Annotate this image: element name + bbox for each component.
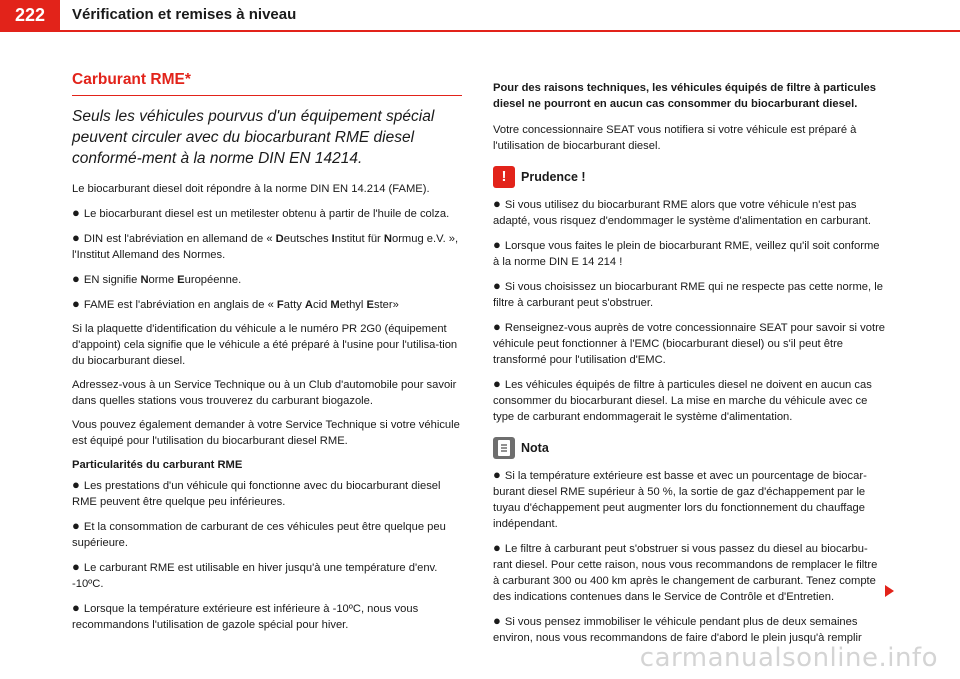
list-item-text: Renseignez-vous auprès de votre concessionnaire SEAT pour savoir si votre véhicule peut fonctionner à l'EMC (biocarburant diesel) ou s'il peut être transformé pour l'utilisation d'EMC.	[493, 322, 886, 366]
list-item-text: ormug e.V. », l'Institut Allemand des Normes.	[72, 233, 459, 261]
bullet-icon: ●	[493, 319, 501, 334]
acronym-letter: E	[366, 299, 374, 311]
list-item-text: Les véhicules équipés de filtre à particules diesel ne doivent en aucun cas consommer du biocarburant diesel. La mise en marche du véhicule avec ce type de carburant endommagerait le système d'alimentation.	[493, 379, 872, 423]
list-item-text: Si vous utilisez du biocarburant RME alors que votre véhicule n'est pas adapté, vous risquez d'endommager le système d'alimentation en carburant.	[493, 199, 872, 227]
list-item	[493, 278, 885, 311]
list-item-text: Le filtre à carburant peut s'obstruer si vous passez du diesel au biocarbu-rant diesel. Pour cette raison, nous vous recommandons de remplacer le filtre à carburant 300 ou 400 km après le changement de carburant. Tenez compte des indications contenues dans le Service de Contrôle et d'Entretien.	[493, 543, 878, 603]
warning-heading	[493, 166, 885, 188]
list-item	[72, 296, 462, 313]
list-item-text: DIN est l'abréviation en allemand de «	[83, 233, 276, 245]
warning-title: Prudence !	[521, 170, 586, 184]
bold-paragraph: Pour des raisons techniques, les véhicules équipés de filtre à particules diesel ne pourront en aucun cas consommer du biocarburant diesel.	[493, 82, 876, 110]
continue-arrow-icon	[885, 585, 894, 597]
subheading: Particularités du carburant RME	[72, 459, 243, 471]
acronym-letter: M	[330, 299, 340, 311]
list-item	[72, 271, 462, 288]
left-column	[72, 70, 462, 641]
acronym-letter: E	[177, 274, 185, 286]
list-item-text: Si vous pensez immobiliser le véhicule pendant plus de deux semaines environ, nous vous recommandons de faire d'abord le plein jusqu'à remplir	[493, 616, 862, 644]
list-item-text: Le biocarburant diesel est un metilester obtenu à partir de l'huile de colza.	[83, 208, 450, 220]
body-paragraph: Votre concessionnaire SEAT vous notifiera si votre véhicule est préparé à l'utilisation de biocarburant diesel.	[493, 124, 857, 152]
bullet-icon: ●	[72, 296, 80, 311]
list-item	[493, 196, 885, 229]
bullet-icon: ●	[493, 467, 501, 482]
acronym-letter: A	[304, 299, 313, 311]
body-paragraph: Vous pouvez également demander à votre Service Technique si votre véhicule est équipé pour l'utilisation du biocarburant diesel RME.	[72, 419, 460, 447]
list-item	[493, 376, 885, 425]
list-item-text: ster»	[373, 299, 399, 311]
list-item	[72, 559, 462, 592]
note-icon	[493, 437, 515, 459]
watermark: carmanualsonline.info	[639, 643, 938, 673]
list-item-text: Si la température extérieure est basse et avec un pourcentage de biocar-burant diesel RME supérieur à 50 %, la sortie de gaz d'échappement par le tuyau d'échappement peut augmenter lors du fonctionnement du chauffage indépendant.	[493, 470, 867, 530]
list-item	[493, 467, 885, 532]
bullet-icon: ●	[72, 559, 80, 574]
list-item	[493, 613, 885, 646]
acronym-letter: D	[275, 233, 284, 245]
list-item-text: EN signifie	[83, 274, 141, 286]
right-column	[493, 80, 885, 654]
page-number: 222	[0, 0, 60, 30]
acronym-letter: N	[383, 233, 392, 245]
list-item-text: atty	[283, 299, 305, 311]
list-item-text: Les prestations d'un véhicule qui fonctionne avec du biocarburant diesel RME peuvent être quelque peu inférieures.	[72, 480, 441, 508]
header-rule	[0, 30, 960, 32]
list-item	[72, 230, 462, 263]
list-item-text: Lorsque vous faites le plein de biocarburant RME, veillez qu'il soit conforme à la norme DIN E 14 214 !	[493, 240, 880, 268]
list-item-text: Et la consommation de carburant de ces véhicules peut être quelque peu supérieure.	[72, 521, 446, 549]
list-item-text: FAME est l'abréviation en anglais de «	[83, 299, 277, 311]
list-item-text: nstitut für	[334, 233, 384, 245]
list-item	[493, 540, 885, 605]
section-title: Carburant RME*	[72, 70, 462, 96]
bullet-icon: ●	[493, 278, 501, 293]
bullet-icon: ●	[72, 230, 80, 245]
list-item-text: Si vous choisissez un biocarburant RME qui ne respecte pas cette norme, le filtre à carburant peut s'obstruer.	[493, 281, 883, 309]
bullet-icon: ●	[72, 271, 80, 286]
note-title: Nota	[521, 441, 549, 455]
list-item-text: uropéenne.	[184, 274, 242, 286]
list-item-text: Le carburant RME est utilisable en hiver jusqu'à une température d'env. -10ºC.	[72, 562, 438, 590]
warning-icon: !	[493, 166, 515, 188]
bullet-icon: ●	[72, 205, 80, 220]
bullet-icon: ●	[493, 237, 501, 252]
list-item-text: cid	[313, 299, 331, 311]
acronym-letter: F	[276, 299, 284, 311]
bullet-icon: ●	[72, 600, 80, 615]
list-item	[72, 477, 462, 510]
list-item	[493, 319, 885, 368]
list-item-text: orme	[148, 274, 178, 286]
list-item	[493, 237, 885, 270]
bullet-icon: ●	[72, 477, 80, 492]
list-item-text: ethyl	[339, 299, 367, 311]
acronym-letter: N	[140, 274, 149, 286]
bullet-icon: ●	[493, 196, 501, 211]
body-paragraph: Si la plaquette d'identification du véhicule a le numéro PR 2G0 (équipement d'appoint) cela signifie que le véhicule a été préparé à l'usine pour l'utilisa-tion du biocarburant diesel.	[72, 323, 458, 367]
list-item	[72, 205, 462, 222]
note-heading	[493, 437, 885, 459]
acronym-letter: I	[331, 233, 335, 245]
list-item	[72, 600, 462, 633]
bullet-icon: ●	[493, 613, 501, 628]
bullet-icon: ●	[493, 540, 501, 555]
intro-paragraph: Le biocarburant diesel doit répondre à la norme DIN EN 14.214 (FAME).	[72, 183, 430, 195]
body-paragraph: Adressez-vous à un Service Technique ou à un Club d'automobile pour savoir dans quelles stations vous trouverez du carburant biogazole.	[72, 379, 457, 407]
running-header: Vérification et remises à niveau	[72, 6, 297, 23]
list-item	[72, 518, 462, 551]
lead-paragraph: Seuls les véhicules pourvus d'un équipement spécial peuvent circuler avec du biocarburant RME diesel conformé-ment à la norme DIN EN 14214.	[72, 108, 435, 167]
list-item-text: eutsches	[283, 233, 332, 245]
list-item-text: Lorsque la température extérieure est inférieure à -10ºC, nous vous recommandons l'utilisation de gazole spécial pour hiver.	[72, 603, 419, 631]
bullet-icon: ●	[72, 518, 80, 533]
bullet-icon: ●	[493, 376, 501, 391]
